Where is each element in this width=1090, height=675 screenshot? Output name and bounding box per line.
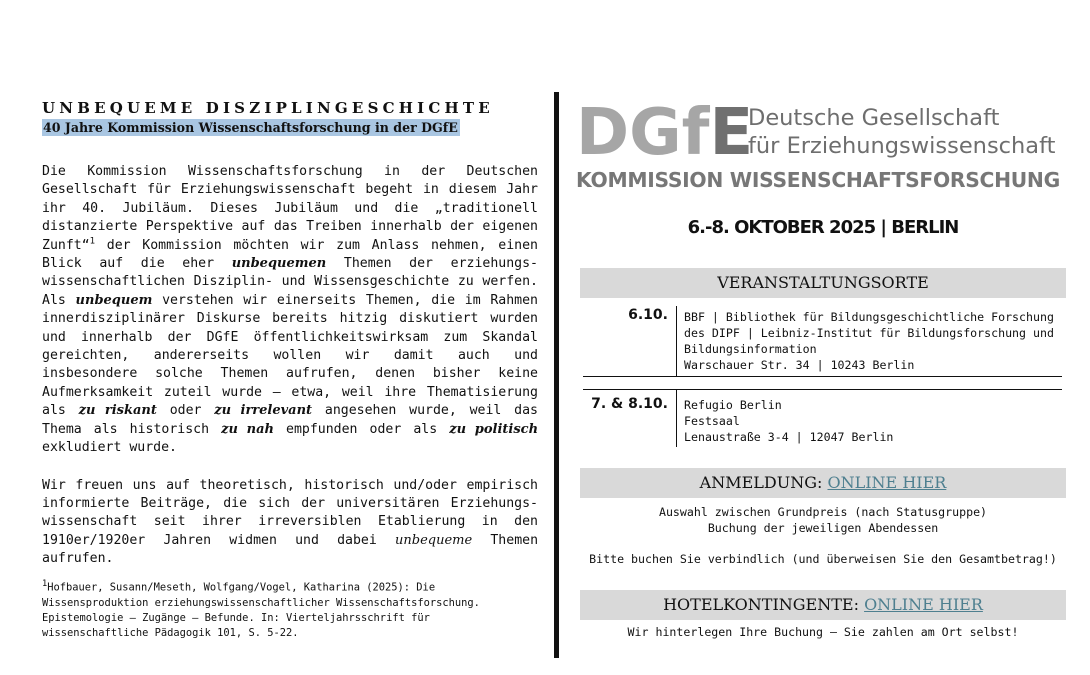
registration-info: Auswahl zwischen Grundpreis (nach Statusgruppe) Buchung der jeweiligen Abendessen bbox=[658, 505, 988, 535]
article-subtitle: 40 Jahre Kommission Wissenschaftsforschung in der DGfE bbox=[43, 120, 458, 135]
venue-date: 7. & 8.10. bbox=[591, 396, 668, 412]
emphasis: unbequemen bbox=[231, 256, 327, 272]
article bbox=[42, 99, 538, 569]
emphasis: zu politisch bbox=[449, 421, 539, 437]
hotel-info: Wir hinterlegen Ihre Buchung – Sie zahlen am Ort selbst! bbox=[627, 625, 1019, 639]
registration-link[interactable]: ONLINE HIER bbox=[827, 473, 947, 492]
logo-mark: DGfE bbox=[576, 96, 754, 170]
emphasis: zu nah bbox=[221, 421, 274, 437]
emphasis: unbequem bbox=[75, 292, 153, 308]
article-title: UNBEQUEME DISZIPLINGESCHICHTE bbox=[42, 99, 494, 117]
venues-table bbox=[580, 302, 1066, 450]
hotel-heading: HOTELKONTINGENTE: ONLINE HIER bbox=[580, 590, 1066, 620]
venue-date: 6.10. bbox=[628, 307, 668, 323]
hotel-link[interactable]: ONLINE HIER bbox=[864, 595, 983, 614]
venue-separator bbox=[676, 306, 677, 376]
venue-separator bbox=[676, 389, 677, 447]
emphasis: zu irrelevant bbox=[214, 403, 313, 419]
venues-heading: VERANSTALTUNGSORTE bbox=[580, 268, 1066, 298]
event-date: 6.-8. OKTOBER 2025 | BERLIN bbox=[687, 217, 959, 238]
row-divider bbox=[583, 376, 1062, 377]
venue-address: Refugio Berlin Festsaal Lenaustraße 3-4 | 12047 Berlin bbox=[684, 398, 894, 444]
column-divider bbox=[554, 92, 559, 658]
row-divider bbox=[583, 389, 1062, 390]
org-name: Deutsche Gesellschaft für Erziehungswissenschaft bbox=[748, 105, 1056, 159]
registration-heading: ANMELDUNG: ONLINE HIER bbox=[580, 468, 1066, 498]
call-paragraph: Wir freuen uns auf theoretisch, historisch und/oder empirisch informierte Beiträge, die sich der universitären Erziehungswissenschaft seit ihrer irreversiblen Etablierung in den 1910er/1920er Jahren widmen und dabei unbequeme Themen aufrufen. bbox=[42, 477, 539, 567]
registration-note: Bitte buchen Sie verbindlich (und überweisen Sie den Gesamtbetrag!) bbox=[589, 552, 1057, 566]
venue-address: BBF | Bibliothek für Bildungsgeschichtliche Forschung des DIPF | Leibniz-Institut für Bildungsforschung und Bildungsinformation Warschauer Str. 34 | 10243 Berlin bbox=[684, 310, 1054, 372]
commission-name: KOMMISSION WISSENSCHAFTSFORSCHUNG bbox=[576, 168, 1060, 192]
footnote: $^1$Hofbauer, Susann/Meseth, Wolfgang/Vogel, Katharina (2025): Die Wissensproduktion erziehungswissenschaftlicher Wissenschaftsforschung. Epistemologie – Zugänge – Befunde. In: Vierteljahrsschrift für wissenschaftliche Pädagogik 101, S. 5-22. bbox=[42, 579, 480, 640]
footnote-ref[interactable]: 1 bbox=[89, 236, 96, 247]
emphasis: unbequeme bbox=[395, 532, 473, 548]
intro-paragraph: Die Kommission Wissenschaftsforschung in der Deutschen Gesellschaft für Erziehungswissenschaft begeht in diesem Jahr ihr 40. Jubiläum. Dieses Jubiläum und die „traditionell distanzierte Perspektive auf das Treiben innerhalb der eigenen Zunft“$^1$ der Kommission möchten wir zum Anlass nehmen, einen Blick auf die eher unbequemen Themen der erziehungswissenschaftlichen Disziplin- und Wissensgeschichte zu werfen. Als unbequem verstehen wir einerseits Themen, die im Rahmen innerdisziplinärer Diskurse bereits hitzig diskutiert wurden und innerhalb der DGfE öffentlichkeitswirksam zum Skandal gereichten, andererseits wollen wir damit auch und insbesondere solche Themen aufrufen, denen bisher keine Aufmerksamkeit zuteil wurde – etwa, weil ihre Thematisierung als zu riskant oder zu irrelevant angesehen wurde, weil das Thema als historisch zu nah empfunden oder als zu politisch exkludiert wurde. bbox=[42, 164, 539, 456]
emphasis: zu riskant bbox=[78, 403, 157, 419]
